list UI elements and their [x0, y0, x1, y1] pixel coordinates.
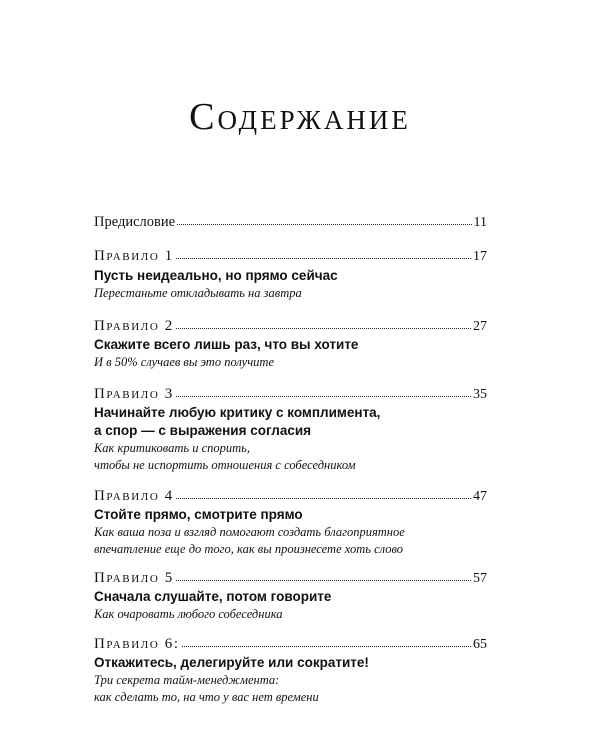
rule-subtitle: Как ваша поза и взгляд помогают создать благоприятное [94, 525, 405, 539]
toc-label: Правило 3 [94, 386, 174, 402]
rule-heading: Стойте прямо, смотрите прямо [94, 507, 303, 522]
toc-entry-rule-5[interactable] [94, 570, 487, 587]
rule-subtitle: как сделать то, на что у вас нет времени [94, 690, 319, 704]
rule-subtitle: Как очаровать любого собеседника [94, 607, 283, 621]
rule-subtitle: Как критиковать и спорить, [94, 441, 250, 455]
page-title: Содержание [189, 96, 411, 138]
toc-label: Правило 6: [94, 636, 180, 652]
page-number: 47 [473, 489, 487, 504]
rule-subtitle: И в 50% случаев вы это получите [94, 355, 275, 369]
rule-heading: Сначала слушайте, потом говорите [94, 589, 332, 604]
toc-entry-rule-1[interactable] [94, 248, 487, 265]
rule-subtitle: Три секрета тайм-менеджмента: [94, 673, 280, 687]
rule-heading: Начинайте любую критику с комплимента, [94, 405, 381, 420]
page-number: 17 [473, 249, 487, 264]
rule-subtitle: чтобы не испортить отношения с собеседником [94, 458, 356, 472]
dot-leader [176, 318, 471, 329]
toc-label: Правило 1 [94, 248, 174, 264]
toc-entry-rule-3[interactable] [94, 386, 487, 403]
toc-entry-rule-6[interactable] [94, 636, 487, 653]
dot-leader [176, 488, 471, 499]
page-number: 11 [473, 215, 487, 230]
dot-leader [182, 636, 471, 647]
rule-heading: Скажите всего лишь раз, что вы хотите [94, 337, 359, 352]
dot-leader [177, 214, 471, 225]
toc-entry-rule-4[interactable] [94, 488, 487, 505]
toc-label: Правило 2 [94, 318, 174, 334]
toc-label: Правило 4 [94, 488, 174, 504]
rule-heading: Откажитесь, делегируйте или сократите! [94, 655, 369, 670]
toc-label: Правило 5 [94, 570, 174, 586]
page-number: 65 [473, 637, 487, 652]
page-number: 35 [473, 387, 487, 402]
dot-leader [176, 386, 471, 397]
toc-entry-rule-2[interactable] [94, 318, 487, 335]
toc-label: Предисловие [94, 214, 176, 230]
rule-heading: а спор — с выражения согласия [94, 423, 312, 438]
page-number: 57 [473, 571, 487, 586]
rule-heading: Пусть неидеально, но прямо сейчас [94, 268, 338, 283]
toc-entry-preface[interactable] [94, 214, 487, 231]
rule-subtitle: впечатление еще до того, как вы произнесете хоть слово [94, 542, 403, 556]
dot-leader [176, 570, 471, 581]
dot-leader [176, 248, 471, 259]
rule-subtitle: Перестаньте откладывать на завтра [94, 286, 302, 300]
page-number: 27 [473, 319, 487, 334]
